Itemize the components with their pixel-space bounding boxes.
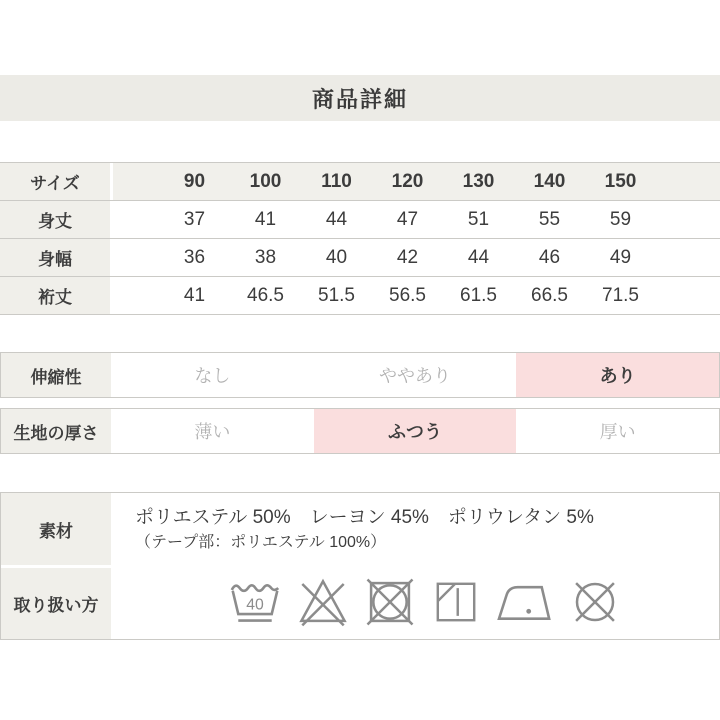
thickness-option-thick: 厚い [599,422,636,442]
thickness-option-normal-selected: ふつう [314,409,517,453]
table-cell: 71.5 [602,284,639,306]
thickness-option-thin: 薄い [194,422,231,442]
table-cell: 61.5 [460,284,497,306]
row-values [113,201,720,238]
table-row-body-length [0,201,720,239]
material-composition: ポリエステル 50% レーヨン 45% ポリウレタン 5% [135,506,594,528]
stretch-label: 伸縮性 [1,353,111,397]
care-row [1,565,719,639]
table-cell: 41 [183,284,206,306]
size-col-header: 90 [183,170,206,192]
no-bleach-icon [296,576,350,628]
table-row-sleeve-length [0,277,720,315]
size-table-header-label: サイズ [0,163,110,200]
stretch-option-none: なし [194,366,231,386]
row-values [113,277,720,314]
material-tape-note: （テープ部：ポリエステル 100%） [135,534,387,552]
table-cell: 55 [538,208,561,230]
table-cell: 40 [325,246,348,268]
thickness-row [0,408,720,454]
row-label: 裄丈 [0,277,110,314]
table-row-body-width [0,239,720,277]
table-cell: 36 [183,246,206,268]
table-cell: 41 [254,208,277,230]
size-col-header: 120 [391,170,424,192]
size-col-header: 110 [321,170,352,192]
wash-temp-value: 40 [245,596,264,614]
table-cell: 51 [467,208,490,230]
material-care-box [0,492,720,640]
table-cell: 59 [609,208,632,230]
row-values [113,239,720,276]
table-cell: 46 [538,246,561,268]
table-cell: 38 [254,246,277,268]
stretch-row [0,352,720,398]
wash-40-icon [227,576,283,628]
table-cell: 49 [609,246,632,268]
iron-low-heat-icon [495,576,555,628]
care-icons [111,565,719,639]
material-row [1,493,719,565]
table-cell: 66.5 [531,284,568,306]
material-content [111,493,719,565]
size-table-header-row [0,163,720,201]
stretch-option-yes-selected: あり [516,353,719,397]
line-dry-shade-icon [430,576,482,628]
no-dry-clean-icon [568,576,622,628]
size-col-header: 140 [533,170,566,192]
size-col-header: 100 [249,170,282,192]
care-label: 取り扱い方 [1,565,111,639]
table-cell: 44 [325,208,348,230]
row-label: 身幅 [0,239,110,276]
table-cell: 46.5 [247,284,284,306]
table-cell: 56.5 [389,284,426,306]
material-label: 素材 [1,493,111,565]
table-cell: 42 [396,246,419,268]
thickness-label: 生地の厚さ [1,409,111,453]
page-header [0,75,720,121]
row-label: 身丈 [0,201,110,238]
page-title: 商品詳細 [311,86,408,112]
size-table-header-values [113,163,720,200]
table-cell: 47 [396,208,419,230]
table-cell: 51.5 [318,284,355,306]
table-cell: 37 [183,208,206,230]
table-cell: 44 [467,246,490,268]
size-table [0,162,720,315]
stretch-option-some: ややあり [379,366,451,386]
size-col-header: 150 [604,170,637,192]
size-col-header: 130 [462,170,495,192]
no-tumble-dry-icon [363,576,417,628]
